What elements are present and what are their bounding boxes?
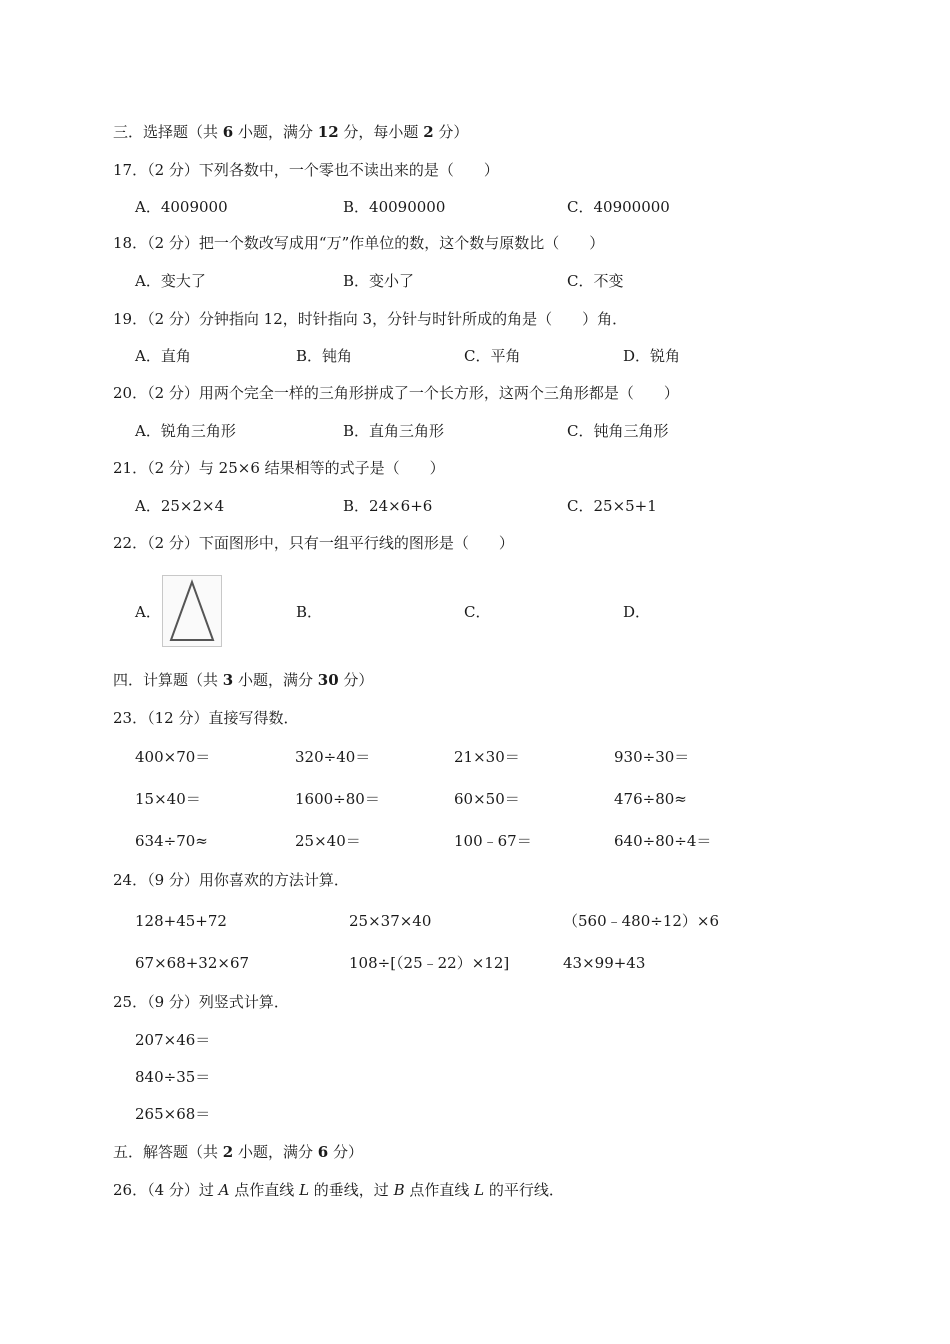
q17-option-c: C．40900000 xyxy=(567,198,670,216)
q22-option-d: D． xyxy=(623,603,651,621)
q19-option-b: B．钝角 xyxy=(296,347,353,365)
q21-option-b: B．24×6+6 xyxy=(343,497,433,515)
question-22-stem: 22．（2 分）下面图形中，只有一组平行线的图形是（ ） xyxy=(113,534,514,552)
q22-option-c: C． xyxy=(464,603,491,621)
section-heading-answer: 五．解答题（共 2 小题，满分 6 分） xyxy=(113,1143,363,1161)
q24-item: 43×99+43 xyxy=(563,954,646,972)
q20-option-b: B．直角三角形 xyxy=(343,422,445,440)
question-25-stem: 25．（9 分）列竖式计算． xyxy=(113,993,289,1011)
q19-option-c: C．平角 xyxy=(464,347,521,365)
q17-option-b: B．40090000 xyxy=(343,198,446,216)
q24-item: 25×37×40 xyxy=(349,912,432,930)
q23-item: 634÷70≈ xyxy=(135,832,208,850)
q18-option-b: B．变小了 xyxy=(343,272,415,290)
q24-item: 67×68+32×67 xyxy=(135,954,250,972)
q24-item: （560﹣480÷12）×6 xyxy=(563,912,720,930)
q19-option-d: D．锐角 xyxy=(623,347,681,365)
q23-item: 476÷80≈ xyxy=(614,790,687,808)
question-19-stem: 19．（2 分）分钟指向 12，时针指向 3，分针与时针所成的角是（ ）角． xyxy=(113,310,628,328)
q23-item: 640÷80÷4＝ xyxy=(614,832,712,850)
q23-item: 930÷30＝ xyxy=(614,748,690,766)
q22-option-a: A． xyxy=(135,603,161,621)
q24-item: 108÷[（25﹣22）×12] xyxy=(349,954,510,972)
q23-item: 15×40＝ xyxy=(135,790,201,808)
q25-item: 840÷35＝ xyxy=(135,1068,211,1086)
q24-item: 128+45+72 xyxy=(135,912,227,930)
q23-item: 320÷40＝ xyxy=(295,748,371,766)
section-heading-choice: 三．选择题（共 6 小题，满分 12 分，每小题 2 分） xyxy=(113,123,469,141)
q22-option-b: B． xyxy=(296,603,323,621)
q23-item: 400×70＝ xyxy=(135,748,211,766)
q17-option-a: A．4009000 xyxy=(135,198,228,216)
q23-item: 1600÷80＝ xyxy=(295,790,380,808)
q23-item: 60×50＝ xyxy=(454,790,520,808)
q23-item: 25×40＝ xyxy=(295,832,361,850)
q21-option-c: C．25×5+1 xyxy=(567,497,657,515)
isosceles-triangle-icon xyxy=(163,576,221,646)
q25-item: 207×46＝ xyxy=(135,1031,211,1049)
question-18-stem: 18．（2 分）把一个数改写成用“万”作单位的数，这个数与原数比（ ） xyxy=(113,234,605,252)
question-23-stem: 23．（12 分）直接写得数． xyxy=(113,709,299,727)
q23-item: 21×30＝ xyxy=(454,748,520,766)
q21-option-a: A．25×2×4 xyxy=(135,497,225,515)
question-26-stem: 26．（4 分）过 A 点作直线 L 的垂线，过 B 点作直线 L 的平行线． xyxy=(113,1181,564,1199)
section-heading-calculation: 四．计算题（共 3 小题，满分 30 分） xyxy=(113,671,374,689)
q18-option-a: A．变大了 xyxy=(135,272,206,290)
triangle-figure xyxy=(162,575,222,647)
q20-option-a: A．锐角三角形 xyxy=(135,422,236,440)
q25-item: 265×68＝ xyxy=(135,1105,211,1123)
question-17-stem: 17．（2 分）下列各数中，一个零也不读出来的是（ ） xyxy=(113,161,499,179)
q18-option-c: C．不变 xyxy=(567,272,624,290)
q20-option-c: C．钝角三角形 xyxy=(567,422,669,440)
question-21-stem: 21．（2 分）与 25×6 结果相等的式子是（ ） xyxy=(113,459,445,477)
question-24-stem: 24．（9 分）用你喜欢的方法计算． xyxy=(113,871,349,889)
question-20-stem: 20．（2 分）用两个完全一样的三角形拼成了一个长方形，这两个三角形都是（ ） xyxy=(113,384,679,402)
q23-item: 100﹣67＝ xyxy=(454,832,532,850)
q19-option-a: A．直角 xyxy=(135,347,191,365)
